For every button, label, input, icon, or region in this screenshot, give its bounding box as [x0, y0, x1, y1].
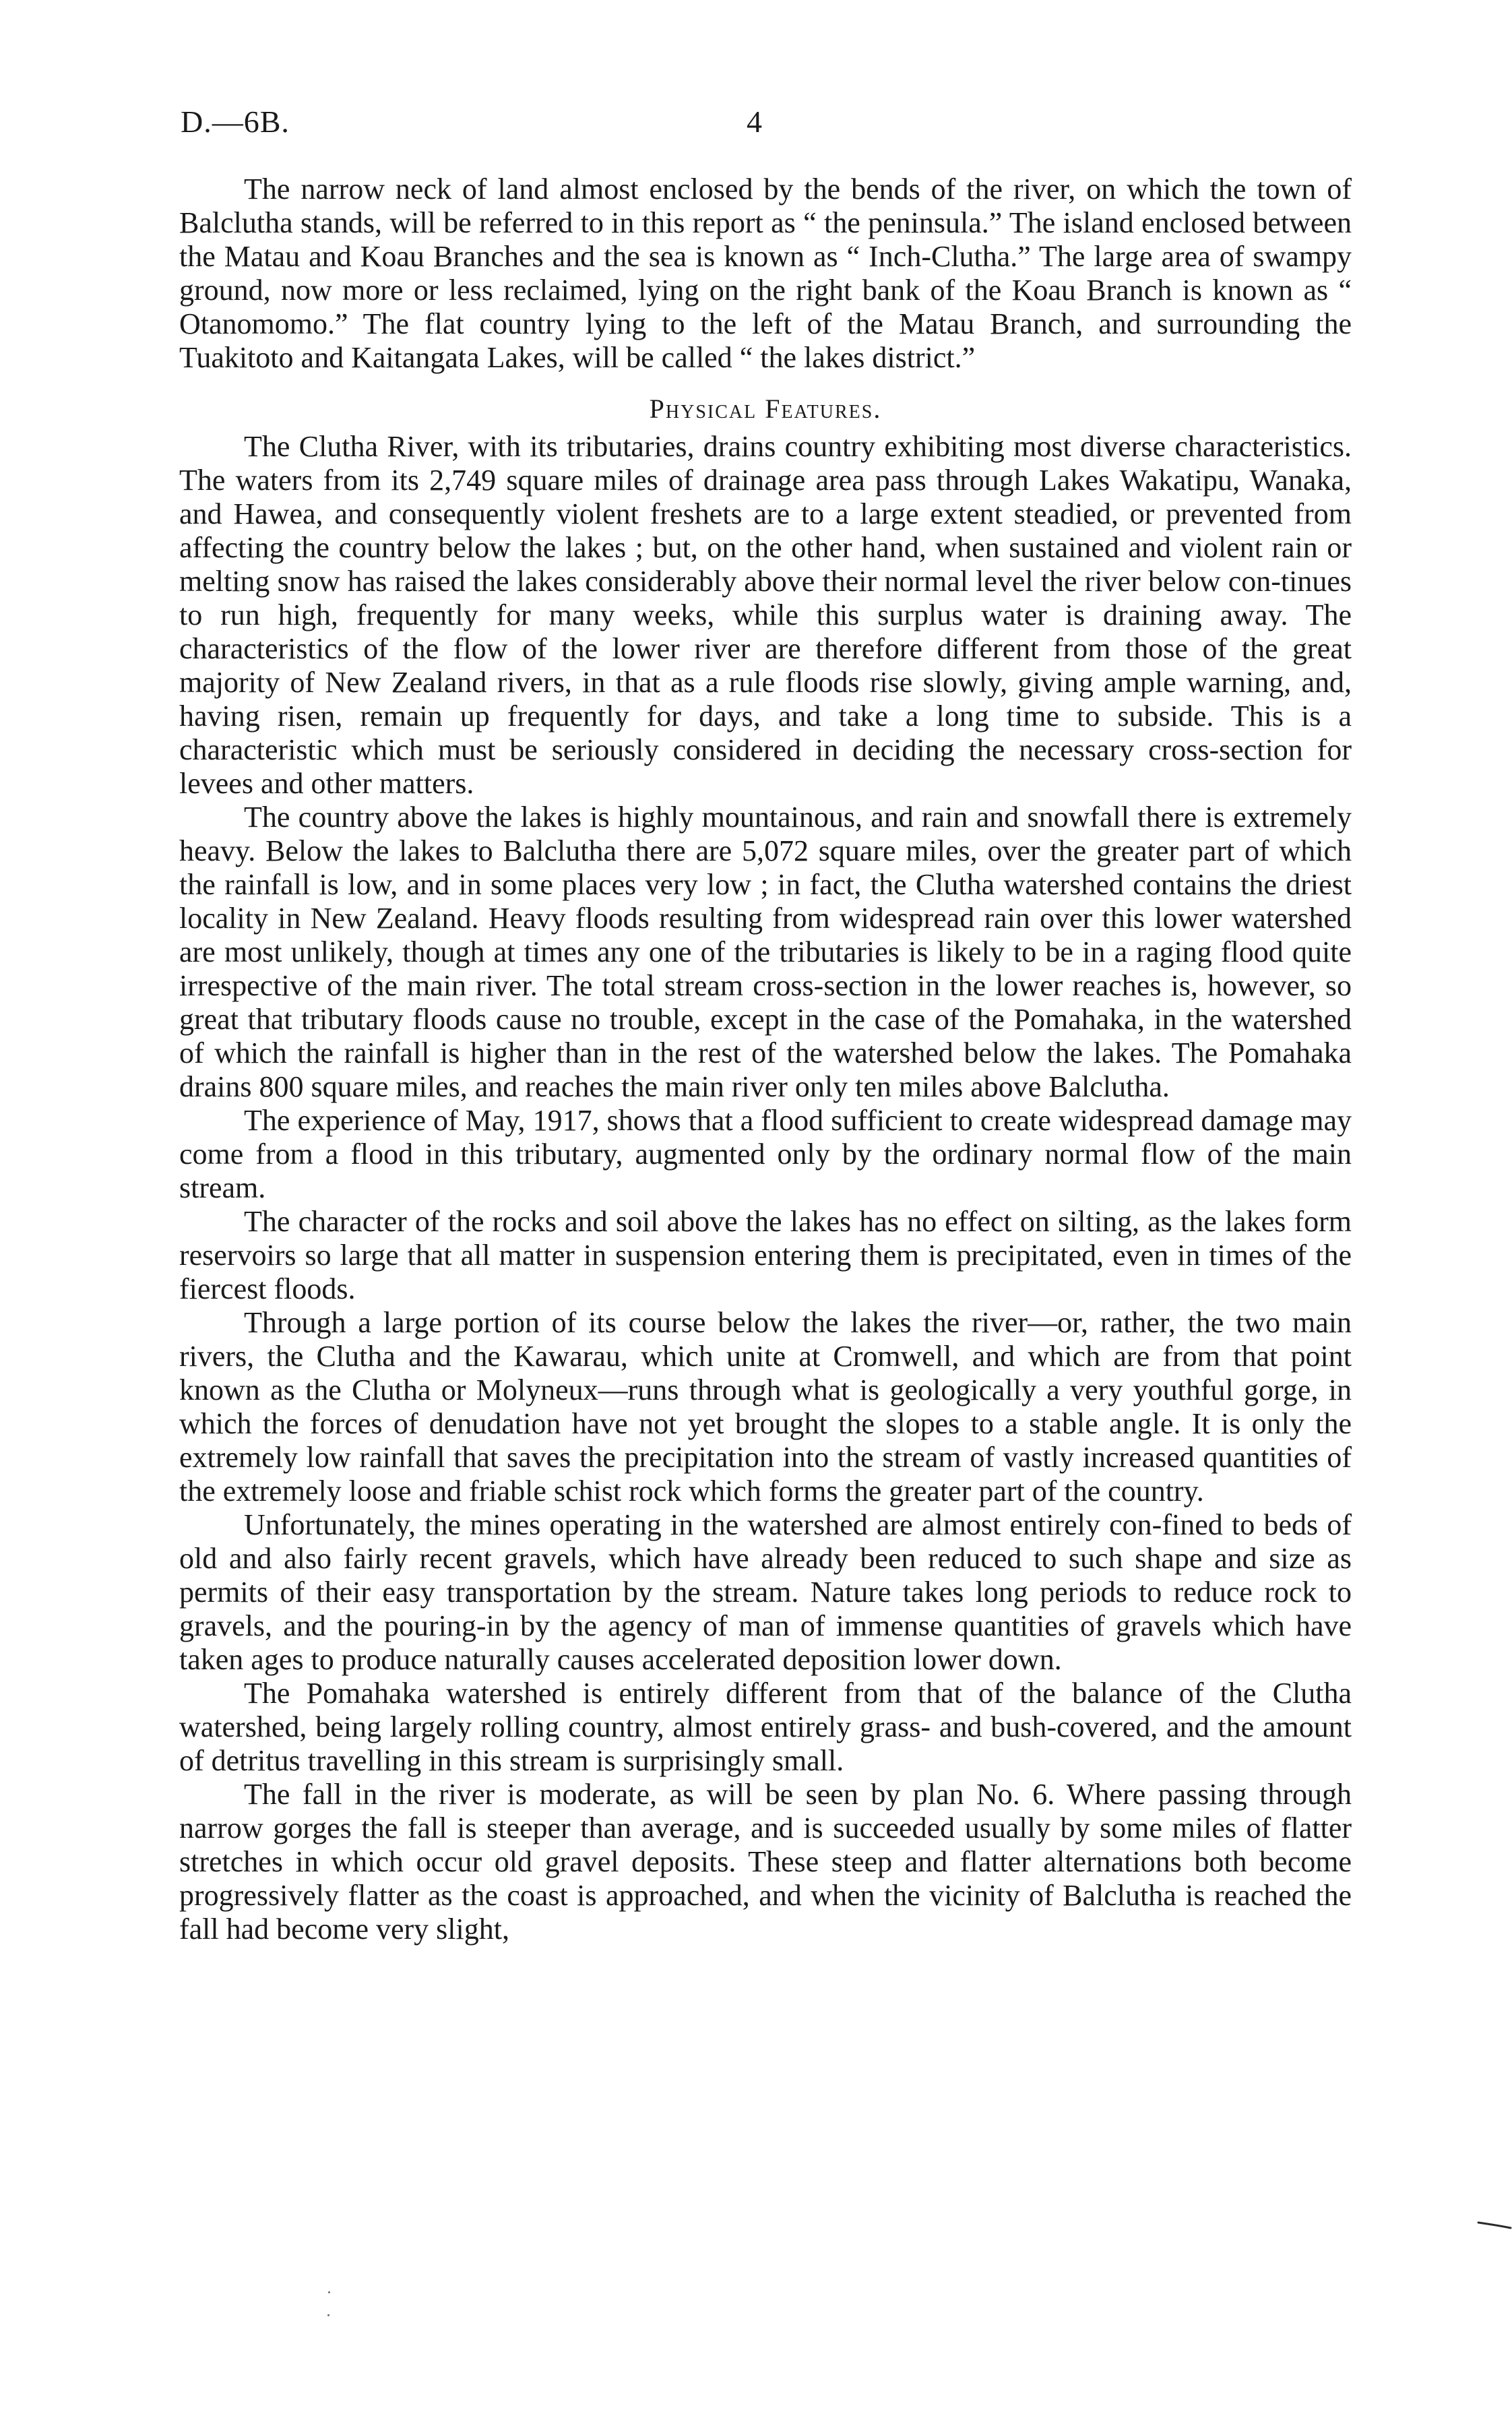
- page-number: 4: [747, 104, 762, 139]
- section-heading: Physical Features.: [649, 394, 882, 424]
- body-paragraph: The experience of May, 1917, shows that a flood sufficient to create widespread damage may come from a flood in this tributary, augmented only by the ordinary normal flow of the main stream.: [179, 1104, 1352, 1204]
- page-header: [181, 104, 1331, 144]
- page-edge-mark: [1477, 2220, 1512, 2229]
- body-paragraph: The country above the lakes is highly mountainous, and rain and snowfall there is extremely heavy. Below the lakes to Balclutha there are 5,072 square miles, over the greater part of which the rainfall is low, and in some places very low ; in fact, the Clutha watershed contains the driest locality in New Zealand. Heavy floods resulting from widespread rain over this lower watershed are most unlikely, though at times any one of the tributaries is likely to be in a raging flood quite irrespective of the main river. The total stream cross-section in the lower reaches is, however, so great that tributary floods cause no trouble, except in the case of the Pomahaka, in the watershed of which the rainfall is higher than in the rest of the watershed below the lakes. The Pomahaka drains 800 square miles, and reaches the main river only ten miles above Balclutha.: [179, 801, 1352, 1103]
- body-paragraph: Unfortunately, the mines operating in the watershed are almost entirely con-fined to beds of old and also fairly recent gravels, which have already been reduced to such shape and size as permits of their easy transportation by the stream. Nature takes long periods to reduce rock to gravels, and the pouring-in by the agency of man of immense quantities of gravels which have taken ages to produce naturally causes accelerated deposition lower down.: [179, 1508, 1352, 1676]
- body-paragraph: The Pomahaka watershed is entirely different from that of the balance of the Clutha watershed, being largely rolling country, almost entirely grass- and bush-covered, and the amount of detritus travelling in this stream is surprisingly small.: [179, 1677, 1352, 1777]
- intro-paragraph: The narrow neck of land almost enclosed by the bends of the river, on which the town of Balclutha stands, will be referred to in this report as “ the peninsula.” The island enclosed between the Matau and Koau Branches and the sea is known as “ Inch-Clutha.” The large area of swampy ground, now more or less reclaimed, lying on the right bank of the Koau Branch is known as “ Otanomomo.” The flat country lying to the left of the Matau Branch, and surrounding the Tuakitoto and Kaitangata Lakes, will be called “ the lakes district.”: [179, 173, 1352, 374]
- report-body: [179, 173, 1352, 1946]
- paper-speck: [327, 2314, 329, 2316]
- document-reference: D.—6B.: [181, 104, 290, 139]
- body-paragraph: The fall in the river is moderate, as will be seen by plan No. 6. Where passing through narrow gorges the fall is steeper than average, and is succeeded usually by some miles of flatter stretches in which occur old gravel deposits. These steep and flatter alternations both become progressively flatter as the coast is approached, and when the vicinity of Balclutha is reached the fall had become very slight,: [179, 1778, 1352, 1946]
- body-paragraph: The character of the rocks and soil above the lakes has no effect on silting, as the lakes form reservoirs so large that all matter in suspension entering them is precipitated, even in times of the fiercest floods.: [179, 1205, 1352, 1305]
- body-paragraph: Through a large portion of its course below the lakes the river—or, rather, the two main rivers, the Clutha and the Kawarau, which unite at Cromwell, and which are from that point known as the Clutha or Molyneux—runs through what is geologically a very youthful gorge, in which the forces of denudation have not yet brought the slopes to a stable angle. It is only the extremely low rainfall that saves the precipitation into the stream of vastly increased quantities of the extremely loose and friable schist rock which forms the greater part of the country.: [179, 1306, 1352, 1508]
- body-paragraph: The Clutha River, with its tributaries, drains country exhibiting most diverse characteristics. The waters from its 2,749 square miles of drainage area pass through Lakes Wakatipu, Wanaka, and Hawea, and consequently violent freshets are to a large extent steadied, or prevented from affecting the country below the lakes ; but, on the other hand, when sustained and violent rain or melting snow has raised the lakes considerably above their normal level the river below con-tinues to run high, frequently for many weeks, while this surplus water is draining away. The characteristics of the flow of the lower river are therefore different from those of the great majority of New Zealand rivers, in that as a rule floods rise slowly, giving ample warning, and, having risen, remain up frequently for days, and take a long time to subside. This is a characteristic which must be seriously considered in deciding the necessary cross-section for levees and other matters.: [179, 430, 1352, 800]
- paper-speck: [328, 2291, 330, 2293]
